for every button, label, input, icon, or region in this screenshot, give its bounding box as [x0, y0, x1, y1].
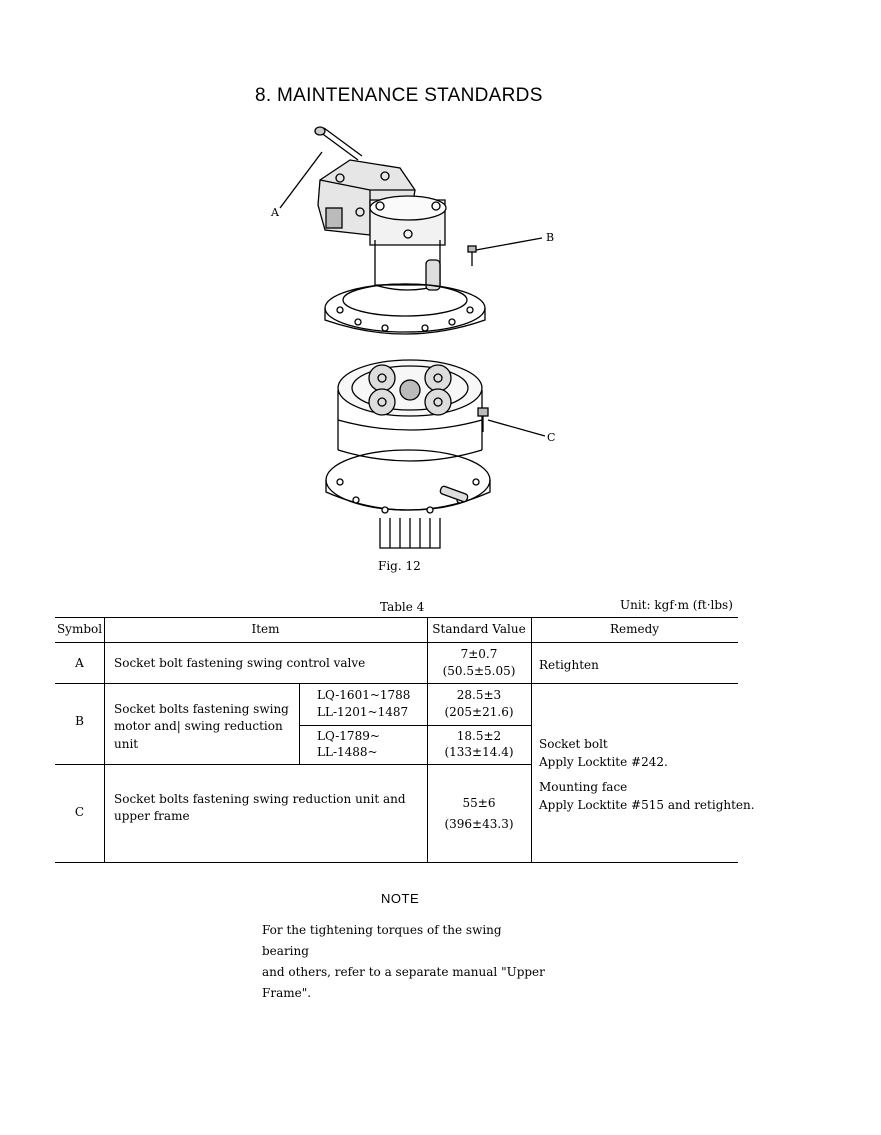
row-b-serial-ll-late: LL-1488~: [317, 745, 378, 759]
row-b-value-late-ftlbs: (133±14.4): [444, 745, 514, 759]
row-b-value-late-kgfm: 18.5±2: [456, 729, 502, 743]
note-line: and others, refer to a separate manual "Upper: [262, 965, 545, 979]
header-item: Item: [251, 622, 280, 636]
row-b-serial-ll-early: LL-1201~1487: [317, 705, 409, 719]
callout-a: A: [271, 206, 279, 219]
row-c-item-line1: Socket bolts fastening swing reduction unit and: [114, 792, 406, 806]
row-a-symbol: A: [75, 656, 84, 670]
swing-unit-illustration: [240, 120, 580, 560]
row-c-item-line2: upper frame: [114, 809, 190, 823]
callout-c: C: [547, 431, 556, 444]
page-title: 8. MAINTENANCE STANDARDS: [255, 85, 543, 106]
maintenance-standards-table: [55, 617, 755, 864]
row-c-symbol: C: [74, 805, 85, 819]
unit-label: Unit: kgf·m (ft·lbs): [620, 598, 733, 612]
remedy-socket-bolt: Socket bolt: [539, 737, 608, 751]
row-a-value-ftlbs: (50.5±5.05): [442, 664, 516, 678]
remedy-mounting-face: Mounting face: [539, 780, 628, 794]
remedy-locktite-515: Apply Locktite #515 and retighten.: [539, 798, 755, 812]
row-c-value-kgfm: 55±6: [462, 796, 496, 810]
note-line: Frame".: [262, 986, 312, 1000]
remedy-locktite-242: Apply Locktite #242.: [539, 755, 668, 769]
row-a-item: Socket bolt fastening swing control valve: [114, 656, 366, 670]
row-b-item-line2: motor and| swing reduction: [114, 719, 283, 733]
row-b-value-early-kgfm: 28.5±3: [456, 688, 502, 702]
row-b-serial-lq-late: LQ-1789~: [317, 729, 380, 743]
row-b-item-line1: Socket bolts fastening swing: [114, 702, 289, 716]
table-caption: Table 4: [380, 600, 425, 614]
figure-caption: Fig. 12: [378, 559, 421, 573]
header-symbol: Symbol: [56, 622, 103, 636]
row-c-value-ftlbs: (396±43.3): [444, 817, 514, 831]
header-standard-value: Standard Value: [432, 622, 526, 636]
row-b-value-early-ftlbs: (205±21.6): [444, 705, 514, 719]
row-b-symbol: B: [75, 714, 84, 728]
row-a-value-kgfm: 7±0.7: [460, 647, 498, 661]
callout-b: B: [546, 231, 555, 244]
row-a-remedy: Retighten: [539, 658, 599, 672]
row-b-serial-lq-early: LQ-1601~1788: [317, 688, 411, 702]
note-title: NOTE: [381, 891, 420, 906]
header-remedy: Remedy: [609, 622, 660, 636]
note-line: For the tightening torques of the swing bearing: [262, 923, 502, 958]
note-body: [262, 920, 552, 1004]
row-b-item-line3: unit: [114, 737, 139, 751]
